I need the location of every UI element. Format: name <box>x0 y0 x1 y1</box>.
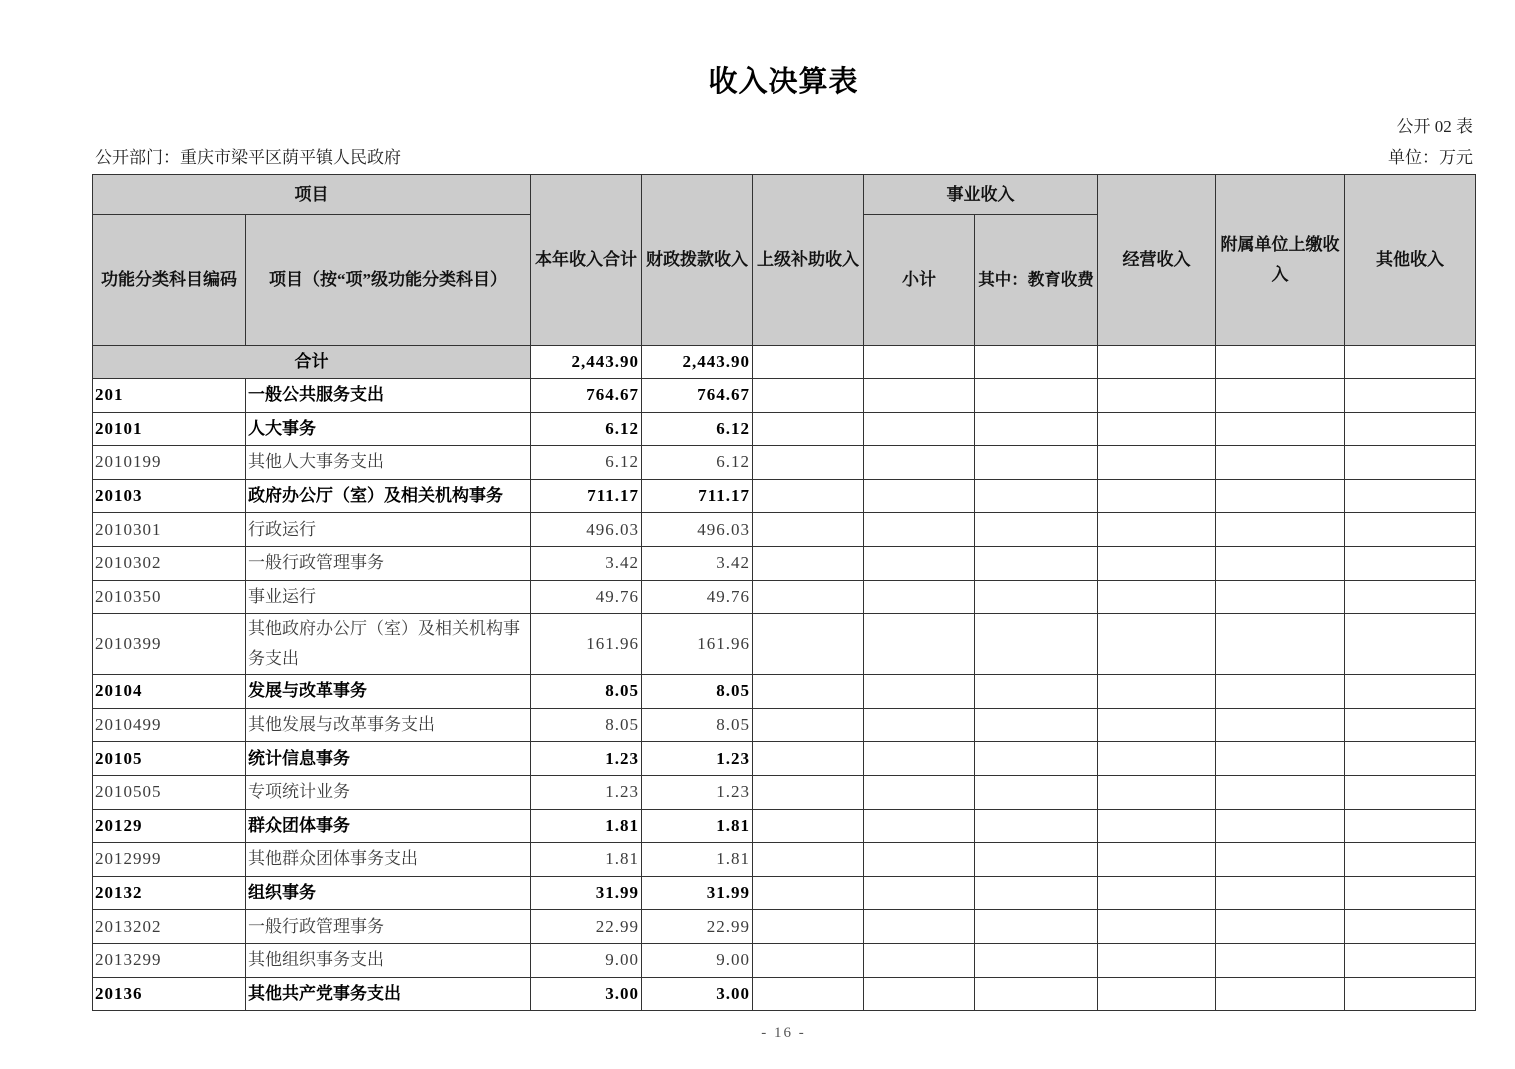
fiscal-appropriation-cell: 6.12 <box>642 412 753 446</box>
fiscal-appropriation-cell: 8.05 <box>642 675 753 709</box>
subtotal-cell <box>864 546 975 580</box>
item-name-cell: 其他发展与改革事务支出 <box>246 708 531 742</box>
subtotal-cell <box>864 775 975 809</box>
header-public-service-income-group: 事业收入 <box>864 175 1098 215</box>
other-income-cell <box>1345 479 1476 513</box>
education-fees-cell <box>975 843 1098 877</box>
fiscal-appropriation-cell: 6.12 <box>642 446 753 480</box>
function-code-cell: 2010399 <box>93 614 246 675</box>
superior-subsidy-cell <box>753 742 864 776</box>
total-income-cell: 1.23 <box>531 775 642 809</box>
superior-subsidy-cell <box>753 580 864 614</box>
fiscal-appropriation-cell: 3.00 <box>642 977 753 1011</box>
table-row <box>93 943 1476 977</box>
total-income-cell: 161.96 <box>531 614 642 675</box>
header-superior-subsidy: 上级补助收入 <box>753 175 864 346</box>
operating-income-cell <box>1098 479 1216 513</box>
operating-income-cell <box>1098 675 1216 709</box>
education-fees-cell <box>975 675 1098 709</box>
item-name-cell: 发展与改革事务 <box>246 675 531 709</box>
education-fees-cell <box>975 876 1098 910</box>
subtotal-cell <box>864 910 975 944</box>
education-fees-cell <box>975 546 1098 580</box>
fiscal-appropriation-cell: 3.42 <box>642 546 753 580</box>
subtotal-cell <box>864 843 975 877</box>
function-code-cell: 20101 <box>93 412 246 446</box>
education-fees-cell <box>975 580 1098 614</box>
table-row <box>93 742 1476 776</box>
operating-income-cell <box>1098 580 1216 614</box>
superior-subsidy-cell <box>753 379 864 413</box>
operating-income-cell <box>1098 742 1216 776</box>
operating-income-cell <box>1098 943 1216 977</box>
fiscal-appropriation-cell: 8.05 <box>642 708 753 742</box>
fiscal-appropriation-cell: 161.96 <box>642 614 753 675</box>
function-code-cell: 2010499 <box>93 708 246 742</box>
total-label-cell: 合计 <box>93 346 531 379</box>
item-name-cell: 专项统计业务 <box>246 775 531 809</box>
subtotal-cell <box>864 809 975 843</box>
subtotal-cell <box>864 580 975 614</box>
item-name-cell: 事业运行 <box>246 580 531 614</box>
function-code-cell: 20129 <box>93 809 246 843</box>
fiscal-appropriation-cell: 22.99 <box>642 910 753 944</box>
subtotal-cell <box>864 513 975 547</box>
superior-subsidy-cell <box>753 809 864 843</box>
table-row <box>93 479 1476 513</box>
header-item-name: 项目（按“项”级功能分类科目） <box>246 215 531 346</box>
page-number: - 16 - <box>761 1025 806 1041</box>
education-fees-cell <box>975 614 1098 675</box>
table-row <box>93 412 1476 446</box>
function-code-cell: 2012999 <box>93 843 246 877</box>
table-row <box>93 379 1476 413</box>
education-fees-cell <box>975 943 1098 977</box>
fiscal-appropriation-cell: 711.17 <box>642 479 753 513</box>
superior-subsidy-cell <box>753 675 864 709</box>
other-income-cell <box>1345 675 1476 709</box>
operating-income-cell <box>1098 977 1216 1011</box>
item-name-cell: 一般行政管理事务 <box>246 546 531 580</box>
affiliated-units-cell <box>1216 614 1345 675</box>
total-income-cell: 22.99 <box>531 910 642 944</box>
other-income-cell <box>1345 809 1476 843</box>
other-income-cell <box>1345 580 1476 614</box>
function-code-cell: 20104 <box>93 675 246 709</box>
other-income-cell <box>1345 412 1476 446</box>
subtotal-cell <box>864 708 975 742</box>
total-row <box>93 346 1476 379</box>
affiliated-units-cell <box>1216 910 1345 944</box>
subtotal-cell <box>864 379 975 413</box>
other-income-cell <box>1345 775 1476 809</box>
operating-income-cell <box>1098 513 1216 547</box>
superior-subsidy-cell <box>753 513 864 547</box>
item-name-cell: 其他共产党事务支出 <box>246 977 531 1011</box>
total-income-cell: 49.76 <box>531 580 642 614</box>
superior-subsidy-cell <box>753 977 864 1011</box>
function-code-cell: 201 <box>93 379 246 413</box>
table-row <box>93 446 1476 480</box>
education-fees-cell <box>975 346 1098 379</box>
item-name-cell: 统计信息事务 <box>246 742 531 776</box>
superior-subsidy-cell <box>753 346 864 379</box>
superior-subsidy-cell <box>753 876 864 910</box>
operating-income-cell <box>1098 843 1216 877</box>
table-row <box>93 580 1476 614</box>
table-row <box>93 775 1476 809</box>
function-code-cell: 20136 <box>93 977 246 1011</box>
item-name-cell: 组织事务 <box>246 876 531 910</box>
header-total-income: 本年收入合计 <box>531 175 642 346</box>
other-income-cell <box>1345 876 1476 910</box>
education-fees-cell <box>975 379 1098 413</box>
function-code-cell: 2013299 <box>93 943 246 977</box>
table-row <box>93 513 1476 547</box>
affiliated-units-cell <box>1216 546 1345 580</box>
superior-subsidy-cell <box>753 910 864 944</box>
item-name-cell: 政府办公厅（室）及相关机构事务 <box>246 479 531 513</box>
superior-subsidy-cell <box>753 412 864 446</box>
other-income-cell <box>1345 546 1476 580</box>
affiliated-units-cell <box>1216 513 1345 547</box>
table-row <box>93 843 1476 877</box>
item-name-cell: 一般公共服务支出 <box>246 379 531 413</box>
education-fees-cell <box>975 708 1098 742</box>
table-row <box>93 876 1476 910</box>
fiscal-appropriation-cell: 9.00 <box>642 943 753 977</box>
total-income-cell: 6.12 <box>531 446 642 480</box>
operating-income-cell <box>1098 809 1216 843</box>
table-row <box>93 910 1476 944</box>
function-code-cell: 2010505 <box>93 775 246 809</box>
superior-subsidy-cell <box>753 775 864 809</box>
affiliated-units-cell <box>1216 943 1345 977</box>
fiscal-appropriation-cell: 49.76 <box>642 580 753 614</box>
operating-income-cell <box>1098 876 1216 910</box>
page-title: 收入决算表 <box>708 66 859 98</box>
other-income-cell <box>1345 943 1476 977</box>
table-row <box>93 809 1476 843</box>
other-income-cell <box>1345 379 1476 413</box>
table-row <box>93 977 1476 1011</box>
affiliated-units-cell <box>1216 446 1345 480</box>
function-code-cell: 2010302 <box>93 546 246 580</box>
subtotal-cell <box>864 977 975 1011</box>
fiscal-appropriation-cell: 1.23 <box>642 775 753 809</box>
other-income-cell <box>1345 614 1476 675</box>
superior-subsidy-cell <box>753 479 864 513</box>
affiliated-units-cell <box>1216 675 1345 709</box>
operating-income-cell <box>1098 708 1216 742</box>
header-operating-income: 经营收入 <box>1098 175 1216 346</box>
affiliated-units-cell <box>1216 775 1345 809</box>
subtotal-cell <box>864 876 975 910</box>
total-income-cell: 8.05 <box>531 675 642 709</box>
total-income-cell: 1.81 <box>531 843 642 877</box>
other-income-cell <box>1345 346 1476 379</box>
function-code-cell: 2010350 <box>93 580 246 614</box>
function-code-cell: 2010199 <box>93 446 246 480</box>
affiliated-units-cell <box>1216 580 1345 614</box>
education-fees-cell <box>975 775 1098 809</box>
affiliated-units-cell <box>1216 379 1345 413</box>
total-income-cell: 31.99 <box>531 876 642 910</box>
total-income-cell: 496.03 <box>531 513 642 547</box>
subtotal-cell <box>864 614 975 675</box>
superior-subsidy-cell <box>753 708 864 742</box>
superior-subsidy-cell <box>753 614 864 675</box>
operating-income-cell <box>1098 412 1216 446</box>
item-name-cell: 其他群众团体事务支出 <box>246 843 531 877</box>
header-affiliated-units-income: 附属单位上缴收入 <box>1216 175 1345 346</box>
operating-income-cell <box>1098 614 1216 675</box>
total-income-cell: 2,443.90 <box>531 346 642 379</box>
subtotal-cell <box>864 675 975 709</box>
income-final-accounts-table <box>92 174 1476 1011</box>
affiliated-units-cell <box>1216 809 1345 843</box>
header-other-income: 其他收入 <box>1345 175 1476 346</box>
function-code-cell: 2010301 <box>93 513 246 547</box>
item-name-cell: 群众团体事务 <box>246 809 531 843</box>
fiscal-appropriation-cell: 31.99 <box>642 876 753 910</box>
affiliated-units-cell <box>1216 843 1345 877</box>
total-income-cell: 1.81 <box>531 809 642 843</box>
function-code-cell: 2013202 <box>93 910 246 944</box>
operating-income-cell <box>1098 775 1216 809</box>
header-fiscal-appropriation: 财政拨款收入 <box>642 175 753 346</box>
department-label: 公开部门：重庆市梁平区荫平镇人民政府 <box>95 148 401 167</box>
fiscal-appropriation-cell: 764.67 <box>642 379 753 413</box>
other-income-cell <box>1345 843 1476 877</box>
total-income-cell: 8.05 <box>531 708 642 742</box>
item-name-cell: 其他政府办公厅（室）及相关机构事务支出 <box>246 614 531 675</box>
education-fees-cell <box>975 513 1098 547</box>
total-income-cell: 3.42 <box>531 546 642 580</box>
affiliated-units-cell <box>1216 977 1345 1011</box>
other-income-cell <box>1345 742 1476 776</box>
header-subtotal: 小计 <box>864 215 975 346</box>
subtotal-cell <box>864 742 975 776</box>
total-income-cell: 6.12 <box>531 412 642 446</box>
operating-income-cell <box>1098 446 1216 480</box>
superior-subsidy-cell <box>753 943 864 977</box>
total-income-cell: 3.00 <box>531 977 642 1011</box>
unit-label: 单位：万元 <box>1388 148 1473 167</box>
fiscal-appropriation-cell: 1.81 <box>642 809 753 843</box>
item-name-cell: 其他组织事务支出 <box>246 943 531 977</box>
header-education-fees: 其中：教育收费 <box>975 215 1098 346</box>
operating-income-cell <box>1098 546 1216 580</box>
affiliated-units-cell <box>1216 412 1345 446</box>
fiscal-appropriation-cell: 2,443.90 <box>642 346 753 379</box>
fiscal-appropriation-cell: 496.03 <box>642 513 753 547</box>
function-code-cell: 20105 <box>93 742 246 776</box>
operating-income-cell <box>1098 346 1216 379</box>
header-function-code: 功能分类科目编码 <box>93 215 246 346</box>
education-fees-cell <box>975 446 1098 480</box>
item-name-cell: 其他人大事务支出 <box>246 446 531 480</box>
education-fees-cell <box>975 910 1098 944</box>
table-body <box>93 346 1476 1011</box>
fiscal-appropriation-cell: 1.81 <box>642 843 753 877</box>
total-income-cell: 764.67 <box>531 379 642 413</box>
other-income-cell <box>1345 977 1476 1011</box>
affiliated-units-cell <box>1216 479 1345 513</box>
other-income-cell <box>1345 513 1476 547</box>
subtotal-cell <box>864 943 975 977</box>
subtotal-cell <box>864 479 975 513</box>
affiliated-units-cell <box>1216 346 1345 379</box>
table-row <box>93 675 1476 709</box>
total-income-cell: 9.00 <box>531 943 642 977</box>
affiliated-units-cell <box>1216 876 1345 910</box>
form-number: 公开 02 表 <box>1396 117 1473 136</box>
superior-subsidy-cell <box>753 446 864 480</box>
education-fees-cell <box>975 809 1098 843</box>
affiliated-units-cell <box>1216 708 1345 742</box>
function-code-cell: 20132 <box>93 876 246 910</box>
education-fees-cell <box>975 412 1098 446</box>
item-name-cell: 一般行政管理事务 <box>246 910 531 944</box>
header-item-group: 项目 <box>93 175 531 215</box>
subtotal-cell <box>864 412 975 446</box>
function-code-cell: 20103 <box>93 479 246 513</box>
total-income-cell: 711.17 <box>531 479 642 513</box>
subtotal-cell <box>864 346 975 379</box>
other-income-cell <box>1345 910 1476 944</box>
operating-income-cell <box>1098 910 1216 944</box>
education-fees-cell <box>975 479 1098 513</box>
table-row <box>93 708 1476 742</box>
education-fees-cell <box>975 977 1098 1011</box>
table-row <box>93 614 1476 675</box>
header-row-top <box>93 175 1476 215</box>
fiscal-appropriation-cell: 1.23 <box>642 742 753 776</box>
subtotal-cell <box>864 446 975 480</box>
total-income-cell: 1.23 <box>531 742 642 776</box>
item-name-cell: 行政运行 <box>246 513 531 547</box>
affiliated-units-cell <box>1216 742 1345 776</box>
superior-subsidy-cell <box>753 843 864 877</box>
operating-income-cell <box>1098 379 1216 413</box>
other-income-cell <box>1345 446 1476 480</box>
item-name-cell: 人大事务 <box>246 412 531 446</box>
other-income-cell <box>1345 708 1476 742</box>
table-row <box>93 546 1476 580</box>
superior-subsidy-cell <box>753 546 864 580</box>
education-fees-cell <box>975 742 1098 776</box>
